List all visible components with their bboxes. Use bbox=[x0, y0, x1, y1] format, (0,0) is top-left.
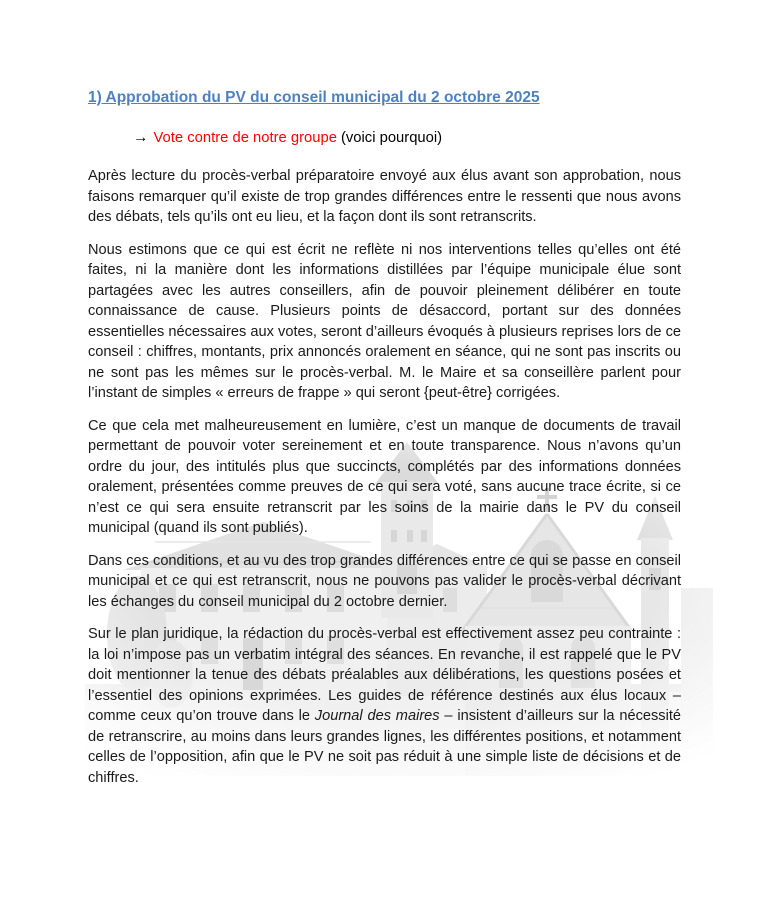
vote-against-text: Vote contre de notre groupe bbox=[153, 130, 337, 146]
paragraph-5-after: – insistent d’ailleurs sur la nécessité de retranscrire, au moins dans leurs grandes lignes, les différentes positions, et notamment celles de l’opposition, afin que le PV ne soit pas réduit à une simple liste de décisions et de chiffres. bbox=[88, 708, 681, 786]
vote-reason-text: (voici pourquoi) bbox=[340, 130, 443, 146]
page-title: 1) Approbation du PV du conseil municipal du 2 octobre 2025 bbox=[88, 89, 540, 106]
paragraph-approbation-1: Après lecture du procès-verbal préparatoire envoyé aux élus avant son approbation, nous faisons remarquer qu’il existe de trop grandes différences entre le ressenti que nous avons des débats, tels qu’ils ont eu lieu, et la façon dont ils sont retranscrits. bbox=[88, 168, 681, 225]
paragraph-5-before: Sur le plan juridique, la rédaction du procès-verbal est effectivement assez peu contrainte : la loi n’impose pas un verbatim intégral des séances. En revanche, il est rappelé que le PV doit mentionner la tenue des débats préalables aux délibérations, les questions posées et l’essentiel des opinions exprimées. Les guides de référence destinés aux élus locaux – comme ceux qu’on trouve dans le bbox=[88, 626, 681, 724]
vote-bullet-line bbox=[133, 128, 681, 148]
paragraph-approbation-4: Dans ces conditions, et au vu des trop grandes différences entre ce qui se passe en conseil municipal et ce qui est retranscrit, nous ne pouvons pas valider le procès-verbal décrivant les échanges du conseil municipal du 2 octobre dernier. bbox=[88, 552, 681, 610]
paragraph-approbation-5 bbox=[88, 624, 681, 788]
journal-des-maires-italic: Journal des maires bbox=[314, 708, 440, 724]
paragraph-approbation-2: Nous estimons que ce qui est écrit ne reflète ni nos interventions telles qu’elles ont été faites, ni la manière dont les informations distillées par l’équipe municipale élue sont partagées avec les autres conseillers, afin de pouvoir pleinement délibérer en toute connaissance de cause. Plusieurs points de désaccord, portant sur des données essentielles nécessaires aux votes, seront d’ailleurs évoqués à plusieurs reprises lors de ce conseil : chiffres, montants, prix annoncés oralement en séance, qui ne sont pas inscrits ou ne sont pas les mêmes sur le procès-verbal. M. le Maire et sa conseillère parlent pour l’instant de simples « erreurs de frappe » qui seront {peut-être} corrigées. bbox=[88, 241, 681, 401]
arrow-right-icon: → bbox=[133, 129, 149, 146]
paragraph-approbation-3: Ce que cela met malheureusement en lumière, c’est un manque de documents de travail permettant de pouvoir voter sereinement et en toute transparence. Nous n’avons qu’un ordre du jour, des intitulés plus que succincts, complétés par des informations données oralement, présentées comme preuves de ce qui sera voté, sans aucune trace écrite, si ce n’est ce qui sera ensuite retranscrit par les soins de la mairie dans le PV du conseil municipal (quand ils sont publiés). bbox=[88, 417, 681, 536]
document-content bbox=[88, 88, 681, 800]
